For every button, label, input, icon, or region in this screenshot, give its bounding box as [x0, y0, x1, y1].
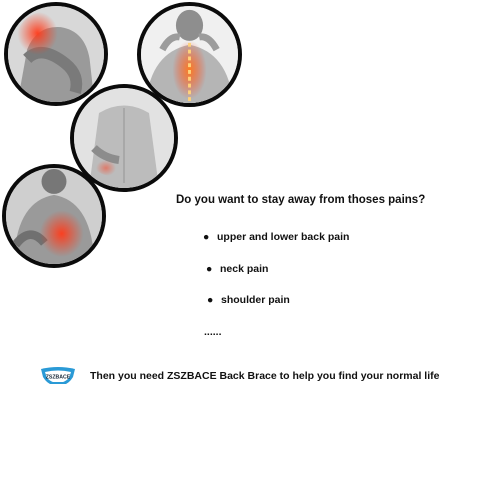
bullet-item — [206, 263, 268, 275]
arm-pain-photo — [4, 2, 108, 106]
svg-text:ZSZBACE: ZSZBACE — [45, 374, 71, 381]
bullet-item — [207, 294, 290, 306]
bullet-dot-icon: ● — [206, 263, 213, 275]
bullet-item — [203, 231, 349, 243]
bullet-dot-icon: ● — [203, 231, 210, 243]
tagline: Then you need ZSZBACE Back Brace to help you find your normal life — [90, 370, 440, 382]
zszbace-logo — [40, 366, 76, 386]
bullet-label: upper and lower back pain — [217, 231, 350, 243]
bullet-label: shoulder pain — [221, 294, 290, 306]
headline-question: Do you want to stay away from thoses pains? — [176, 194, 426, 206]
back-pain-photo — [2, 164, 106, 268]
bullet-dot-icon: ● — [207, 294, 214, 306]
bullet-label: neck pain — [220, 263, 269, 275]
bullet-ellipsis: ...... — [204, 326, 222, 338]
neck-pain-photo — [137, 2, 242, 107]
